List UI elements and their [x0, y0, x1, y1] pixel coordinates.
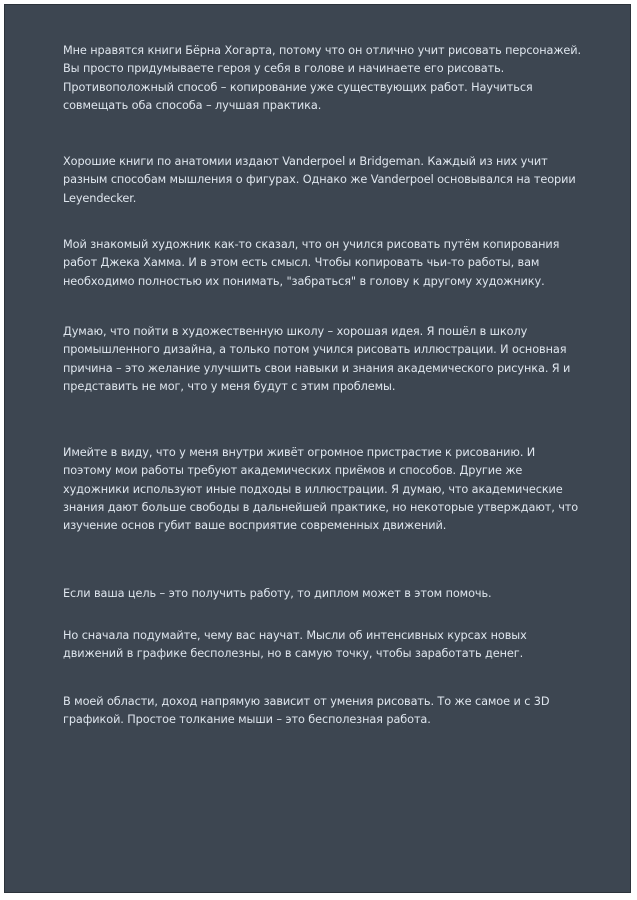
paragraph-4: Думаю, что пойти в художественную школу – хорошая идея. Я пошёл в школу промышленного дизайна, а только потом учился рисовать иллюстрации. И основная причина – это желание улучшить свои навыки и знания академического рисунка. Я и представить не мог, что у меня будут с этим проблемы. — [63, 325, 571, 393]
document-page — [4, 4, 631, 893]
paragraph-6: Если ваша цель – это получить работу, то диплом может в этом помочь. — [63, 587, 492, 600]
paragraph-3: Мой знакомый художник как-то сказал, что он учился рисовать путём копирования работ Джека Хамма. И в этом есть смысл. Чтобы копировать чьи-то работы, вам необходимо полностью их понимать, "забраться" в голову к другому художнику. — [63, 238, 560, 288]
paragraph-2: Хорошие книги по анатомии издают Vanderpoel и Bridgeman. Каждый из них учит разным способам мышления о фигурах. Однако же Vanderpoel основывался на теории Leyendecker. — [63, 155, 576, 205]
paragraph-1: Мне нравятся книги Бёрна Хогарта, потому что он отлично учит рисовать персонажей. Вы просто придумываете героя у себя в голове и начинаете его рисовать. Противоположный способ – копирование уже существующих работ. Научиться совмещать оба способа – лучшая практика. — [63, 44, 582, 112]
paragraph-8: В моей области, доход напрямую зависит от умения рисовать. То же самое и с 3D графикой. Простое толкание мыши – это бесполезная работа. — [63, 695, 550, 727]
paragraph-7: Но сначала подумайте, чему вас научат. Мысли об интенсивных курсах новых движений в графике бесполезны, но в самую точку, чтобы заработать денег. — [63, 629, 527, 661]
paragraph-5: Имейте в виду, что у меня внутри живёт огромное пристрастие к рисованию. И поэтому мои работы требуют академических приёмов и способов. Другие же художники используют иные подходы в иллюстрации. Я думаю, что академические знания дают больше свободы в дальнейшей практике, но некоторые утверждают, что изучение основ губит ваше восприятие современных движений. — [63, 446, 579, 533]
